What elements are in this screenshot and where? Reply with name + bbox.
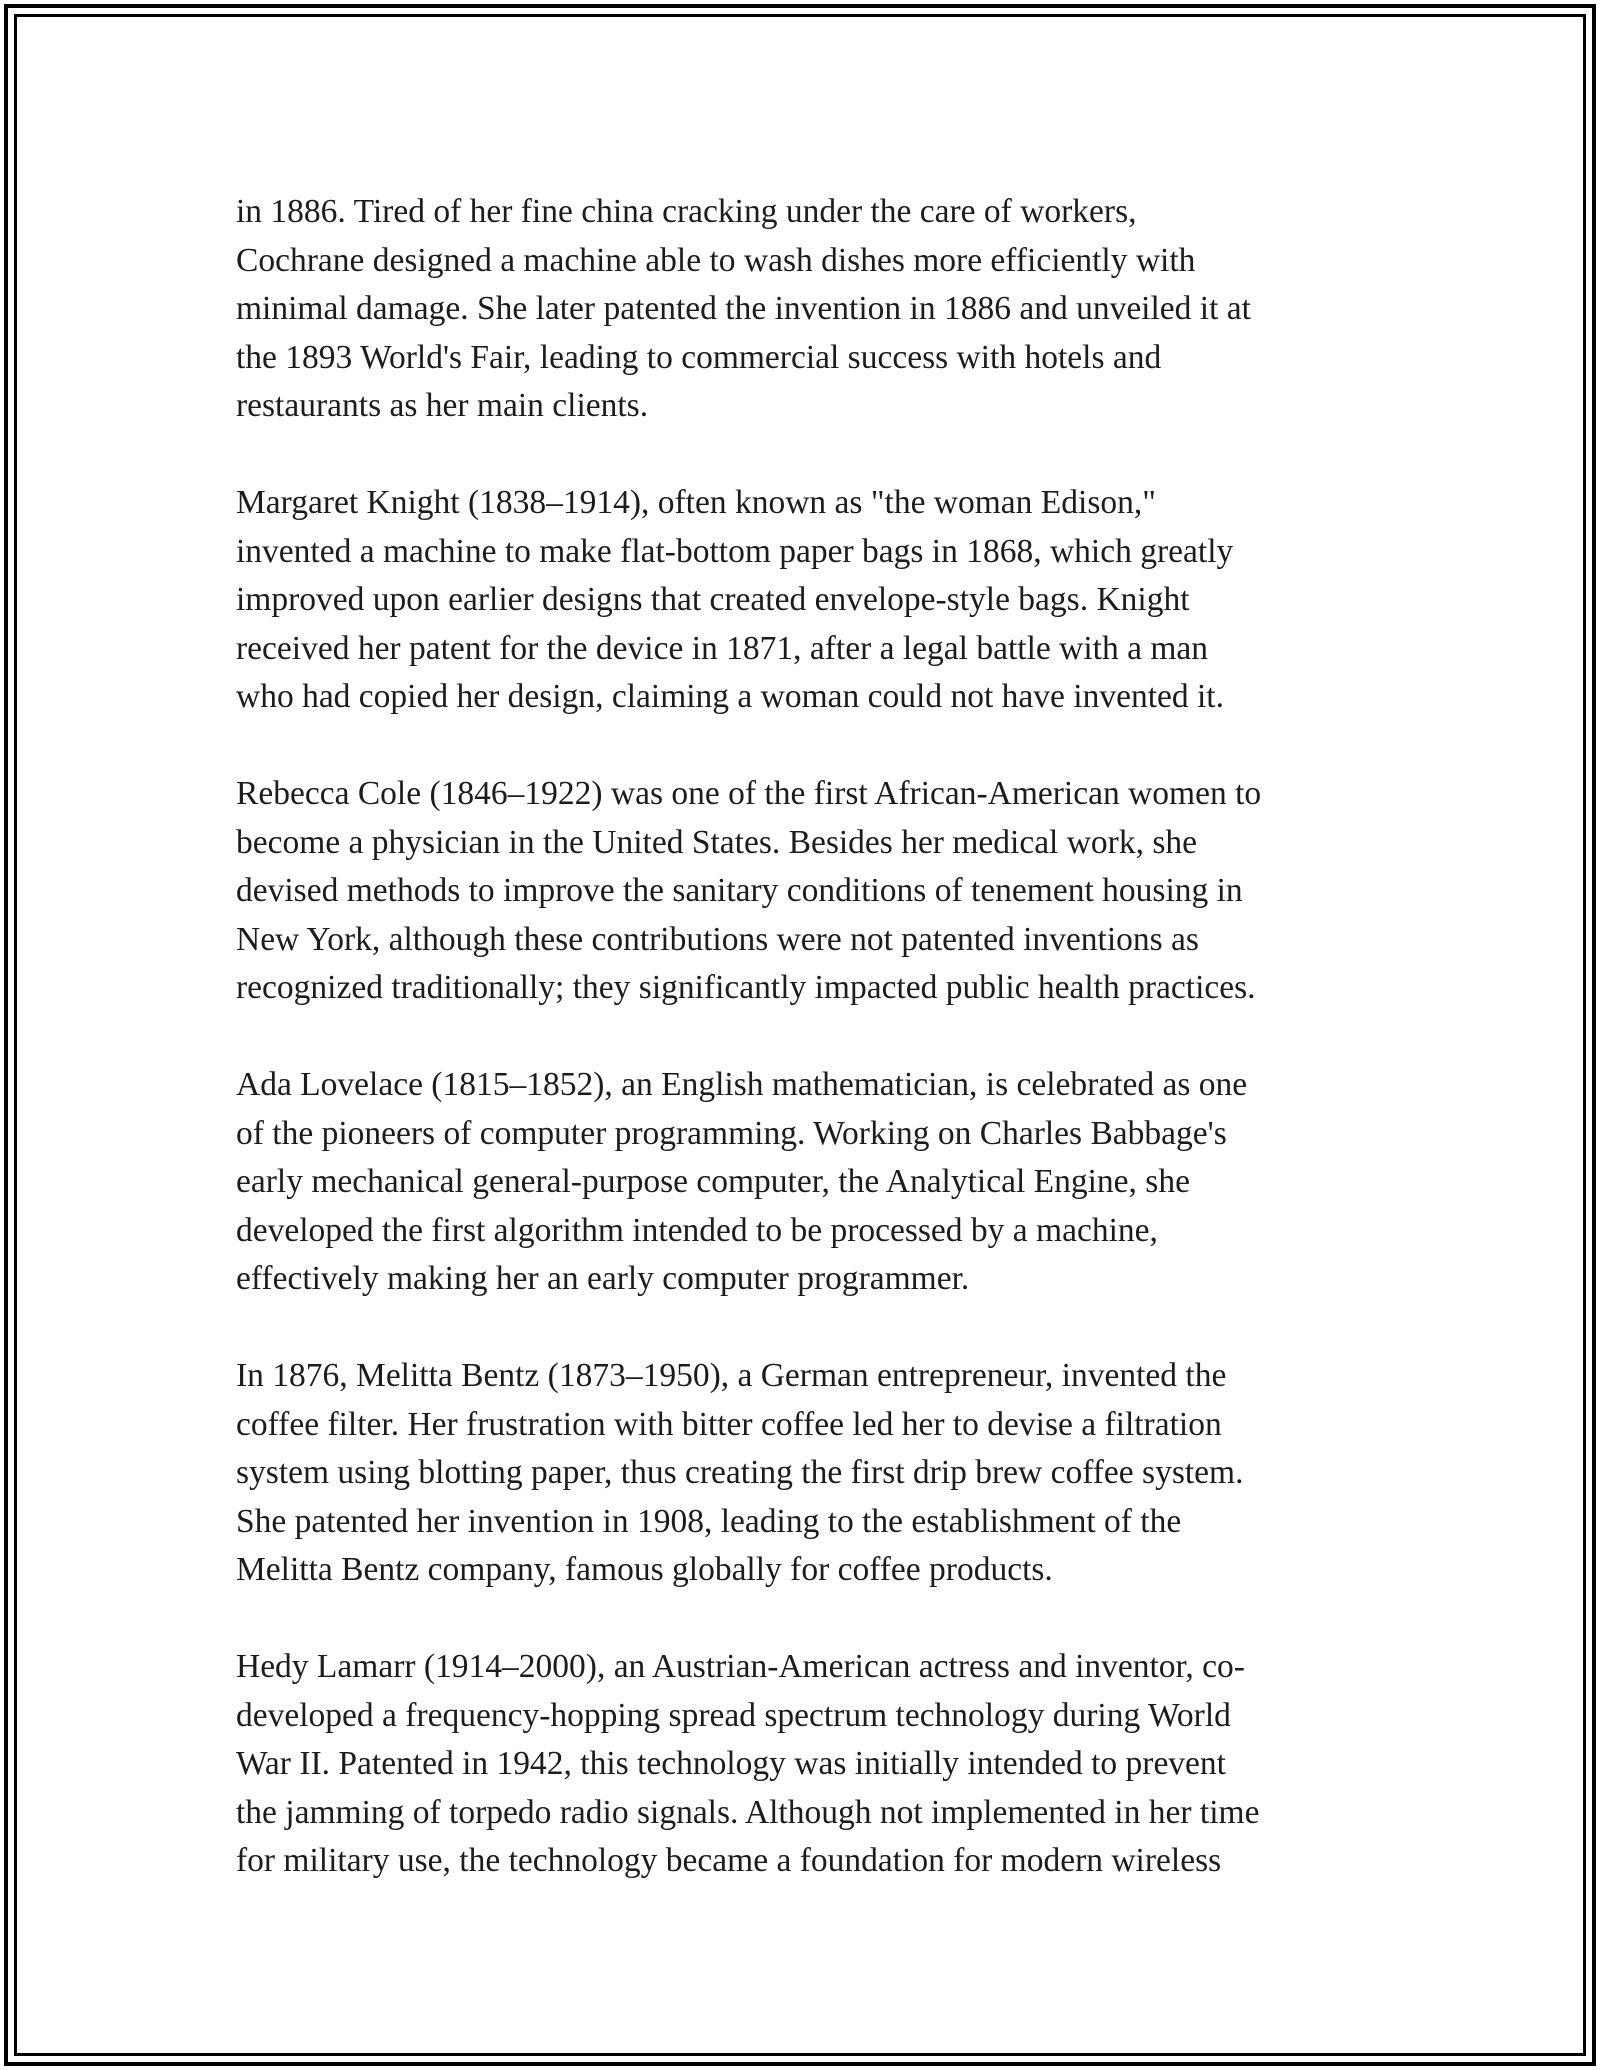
text-line: restaurants as her main clients. xyxy=(236,387,649,424)
text-line: coffee filter. Her frustration with bitter coffee led her to devise a filtration xyxy=(236,1405,1222,1443)
text-line: for military use, the technology became a foundation for modern wireless xyxy=(236,1842,1222,1879)
text-line: She patented her invention in 1908, leading to the establishment of the xyxy=(236,1502,1182,1540)
text-line: who had copied her design, claiming a woman could not have invented it. xyxy=(236,678,1224,715)
text-line: developed a frequency-hopping spread spectrum technology during World xyxy=(236,1696,1231,1734)
text-line: effectively making her an early computer programmer. xyxy=(236,1260,970,1297)
text-line: system using blotting paper, thus creating the first drip brew coffee system. xyxy=(236,1454,1244,1491)
text-line: New York, although these contributions were not patented inventions as xyxy=(236,920,1199,958)
text-line: received her patent for the device in 1871, after a legal battle with a man xyxy=(236,629,1208,667)
paragraph-hedy-lamarr xyxy=(236,1643,1396,1886)
text-line: In 1876, Melitta Bentz (1873–1950), a German entrepreneur, invented the xyxy=(236,1357,1227,1394)
text-line: Margaret Knight (1838–1914), often known as "the woman Edison," xyxy=(236,484,1156,521)
paragraph-melitta-bentz xyxy=(236,1352,1396,1595)
text-line: invented a machine to make flat-bottom paper bags in 1868, which greatly xyxy=(236,532,1234,570)
paragraph-cochrane-dishwasher xyxy=(236,188,1396,431)
text-line: Rebecca Cole (1846–1922) was one of the first African-American women to xyxy=(236,775,1262,812)
text-line: War II. Patented in 1942, this technology was initially intended to prevent xyxy=(236,1745,1226,1782)
text-line: Cochrane designed a machine able to wash dishes more efficiently with xyxy=(236,241,1196,279)
text-line: in 1886. Tired of her fine china cracking under the care of workers, xyxy=(236,193,1137,230)
text-line: recognized traditionally; they significantly impacted public health practices. xyxy=(236,969,1256,1006)
paragraph-rebecca-cole xyxy=(236,770,1396,1013)
document-body xyxy=(236,188,1396,1934)
text-line: devised methods to improve the sanitary conditions of tenement housing in xyxy=(236,872,1243,909)
text-line: Melitta Bentz company, famous globally for coffee products. xyxy=(236,1551,1053,1588)
text-line: the jamming of torpedo radio signals. Although not implemented in her time xyxy=(236,1793,1260,1831)
text-line: Ada Lovelace (1815–1852), an English mathematician, is celebrated as one xyxy=(236,1066,1248,1103)
text-line: of the pioneers of computer programming. Working on Charles Babbage's xyxy=(236,1114,1227,1152)
paragraph-margaret-knight xyxy=(236,479,1396,722)
text-line: developed the first algorithm intended to be processed by a machine, xyxy=(236,1211,1158,1249)
text-line: become a physician in the United States. Besides her medical work, she xyxy=(236,823,1197,861)
text-line: improved upon earlier designs that created envelope-style bags. Knight xyxy=(236,581,1190,618)
text-line: minimal damage. She later patented the invention in 1886 and unveiled it at xyxy=(236,290,1251,327)
text-line: the 1893 World's Fair, leading to commercial success with hotels and xyxy=(236,338,1162,376)
text-line: Hedy Lamarr (1914–2000), an Austrian-American actress and inventor, co- xyxy=(236,1648,1245,1685)
text-line: early mechanical general-purpose computer, the Analytical Engine, she xyxy=(236,1163,1190,1200)
paragraph-ada-lovelace xyxy=(236,1061,1396,1304)
